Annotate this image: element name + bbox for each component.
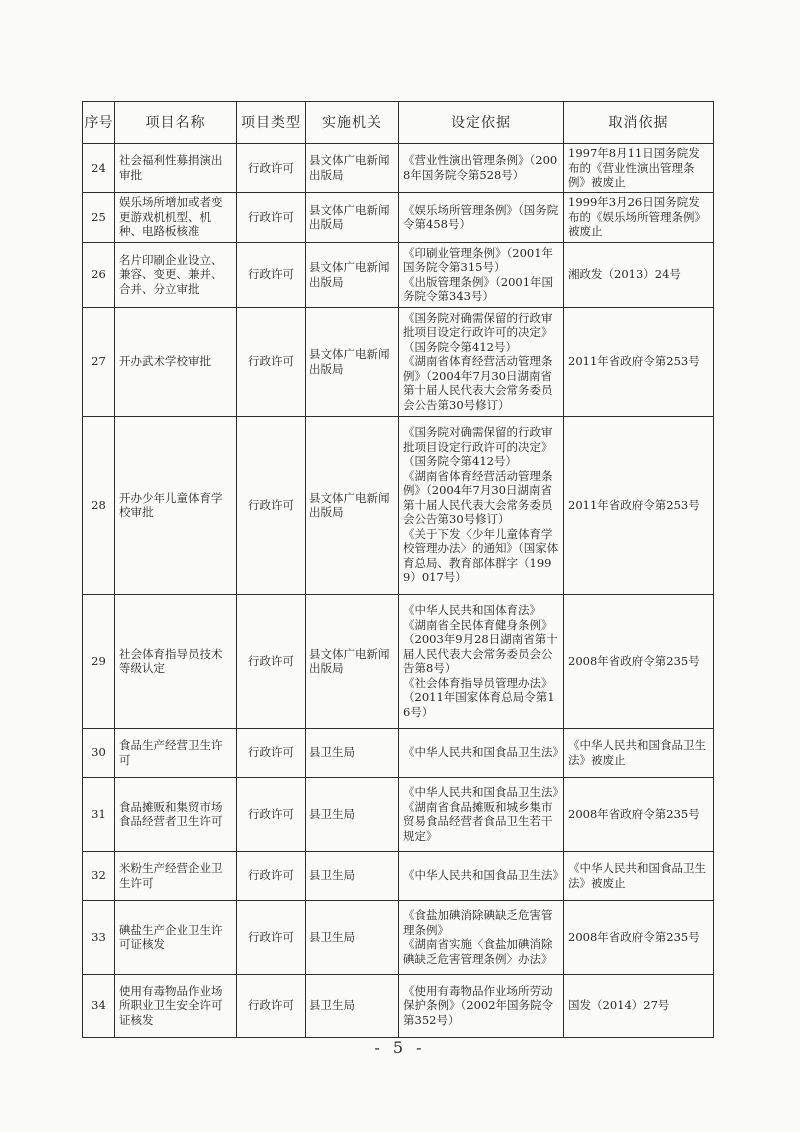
legal-basis-item: 《出版管理条例》（2001年国务院令第343号） [403,274,554,303]
table-row [83,192,714,242]
cancellation-basis: 《中华人民共和国食品卫生法》被废止 [564,728,714,777]
item-name: 娱乐场所增加或者变更游戏机机型、机种、电路板核准 [115,192,237,242]
implementing-agency: 县文体广电新闻出版局 [306,192,399,242]
table-row [83,144,714,193]
legal-basis-item: 《湖南省实施〈食盐加碘消除碘缺乏危害管理条例〉办法》 [403,937,553,966]
row-number: 25 [83,192,115,242]
header-no: 序号 [83,102,115,144]
item-name: 食品生产经营卫生许可 [115,728,237,777]
item-type: 行政许可 [237,144,306,193]
implementing-agency: 县卫生局 [306,900,399,974]
page-number: - 5 - [374,1038,426,1057]
item-type: 行政许可 [237,851,306,900]
item-name: 社会体育指导员技术等级认定 [115,594,237,728]
legal-basis-item: 《湖南省体育经营活动管理条例》（2004年7月30日湖南省第十届人民代表大会常务委员会公告第30号修订） [403,354,553,412]
legal-basis-item: 《中华人民共和国食品卫生法》 [403,785,564,799]
header-name: 项目名称 [115,102,237,144]
legal-basis-item: 《社会体育指导员管理办法》（2011年国家体育总局令第16号） [403,675,555,719]
item-type: 行政许可 [237,192,306,242]
item-name: 社会福利性募捐演出审批 [115,144,237,193]
item-type: 行政许可 [237,242,306,307]
item-type: 行政许可 [237,777,306,851]
legal-basis-item: 《湖南省全民体育健身条例》（2003年9月28日湖南省第十届人民代表大会常务委员会公告第8号） [403,617,558,675]
table-row [83,900,714,974]
legal-basis-item: 《中华人民共和国食品卫生法》 [403,745,564,760]
implementing-agency: 县文体广电新闻出版局 [306,307,399,416]
item-type: 行政许可 [237,307,306,416]
legal-basis-item: 《关于下发〈少年儿童体育学校管理办法〉的通知》（国家体育总局、教育部体群字（1999）017号） [403,526,559,585]
item-name: 碘盐生产企业卫生许可证核发 [115,900,237,974]
legal-basis-item: 《印刷业管理条例》（2001年国务院令第315号） [403,245,554,274]
row-number: 33 [83,900,115,974]
item-name: 名片印刷企业设立、兼容、变更、兼并、合并、分立审批 [115,242,237,307]
legal-basis-item: 《营业性演出管理条例》（2008年国务院令第528号） [403,153,558,182]
cancellation-basis: 国发（2014）27号 [564,974,714,1037]
legal-basis [399,777,564,851]
legal-basis-item: 《食盐加碘消除碘缺乏危害管理条例》 [403,908,553,937]
table-row [83,851,714,900]
implementing-agency: 县卫生局 [306,974,399,1037]
row-number: 28 [83,416,115,594]
legal-basis-item: 《娱乐场所管理条例》（国务院令第458号） [403,202,559,231]
row-number: 34 [83,974,115,1037]
item-type: 行政许可 [237,728,306,777]
legal-basis [399,307,564,416]
table-row [83,728,714,777]
cancellation-basis: 湘政发（2013）24号 [564,242,714,307]
legal-basis-item: 《湖南省体育经营活动管理条例》（2004年7月30日湖南省第十届人民代表大会常务委员会公告第30号修订） [403,468,553,527]
cancellation-basis: 2011年省政府令第253号 [564,416,714,594]
item-type: 行政许可 [237,974,306,1037]
cancellation-basis: 2011年省政府令第253号 [564,307,714,416]
implementing-agency: 县卫生局 [306,728,399,777]
table-row [83,777,714,851]
legal-basis-item: 《国务院对确需保留的行政审批项目设定行政许可的决定》（国务院令第412号） [403,310,553,354]
legal-basis [399,728,564,777]
cancellation-basis: 2008年省政府令第235号 [564,777,714,851]
row-number: 29 [83,594,115,728]
item-name: 开办少年儿童体育学校审批 [115,416,237,594]
legal-basis-item: 《中华人民共和国食品卫生法》 [403,868,564,883]
item-type: 行政许可 [237,416,306,594]
cancellation-basis: 1997年8月11日国务院发布的《营业性演出管理条例》被废止 [564,144,714,193]
header-agency: 实施机关 [306,102,399,144]
table-row [83,974,714,1037]
legal-basis [399,144,564,193]
legal-basis-item: 《湖南省食品摊贩和城乡集市贸易食品经营者食品卫生若干规定》 [403,799,553,843]
legal-basis [399,594,564,728]
legal-basis [399,192,564,242]
item-name: 使用有毒物品作业场所职业卫生安全许可证核发 [115,974,237,1037]
row-number: 31 [83,777,115,851]
row-number: 32 [83,851,115,900]
table-row [83,307,714,416]
legal-basis-item: 《中华人民共和国体育法》 [403,603,541,617]
cancellation-basis: 2008年省政府令第235号 [564,594,714,728]
cancellation-basis: 《中华人民共和国食品卫生法》被废止 [564,851,714,900]
implementing-agency: 县文体广电新闻出版局 [306,242,399,307]
item-name: 米粉生产经营企业卫生许可 [115,851,237,900]
item-name: 开办武术学校审批 [115,307,237,416]
implementing-agency: 县卫生局 [306,851,399,900]
cancellation-basis: 1999年3月26日国务院发布的《娱乐场所管理条例》被废止 [564,192,714,242]
implementing-agency: 县文体广电新闻出版局 [306,144,399,193]
legal-basis [399,851,564,900]
implementing-agency: 县文体广电新闻出版局 [306,416,399,594]
header-basis: 设定依据 [399,102,564,144]
legal-basis-item: 《使用有毒物品作业场所劳动保护条例》（2002年国务院令第352号） [403,983,554,1027]
item-type: 行政许可 [237,900,306,974]
approval-items-table [82,101,714,1038]
row-number: 27 [83,307,115,416]
item-name: 食品摊贩和集贸市场食品经营者卫生许可 [115,777,237,851]
implementing-agency: 县卫生局 [306,777,399,851]
row-number: 30 [83,728,115,777]
table-row [83,416,714,594]
item-type: 行政许可 [237,594,306,728]
legal-basis-item: 《国务院对确需保留的行政审批项目设定行政许可的决定》（国务院令第412号） [403,425,553,469]
legal-basis [399,416,564,594]
table-row [83,594,714,728]
implementing-agency: 县文体广电新闻出版局 [306,594,399,728]
table-header-row [83,102,714,144]
header-type: 项目类型 [237,102,306,144]
legal-basis [399,974,564,1037]
legal-basis [399,242,564,307]
legal-basis [399,900,564,974]
row-number: 24 [83,144,115,193]
table-row [83,242,714,307]
cancellation-basis: 2008年省政府令第235号 [564,900,714,974]
header-cancel: 取消依据 [564,102,714,144]
row-number: 26 [83,242,115,307]
